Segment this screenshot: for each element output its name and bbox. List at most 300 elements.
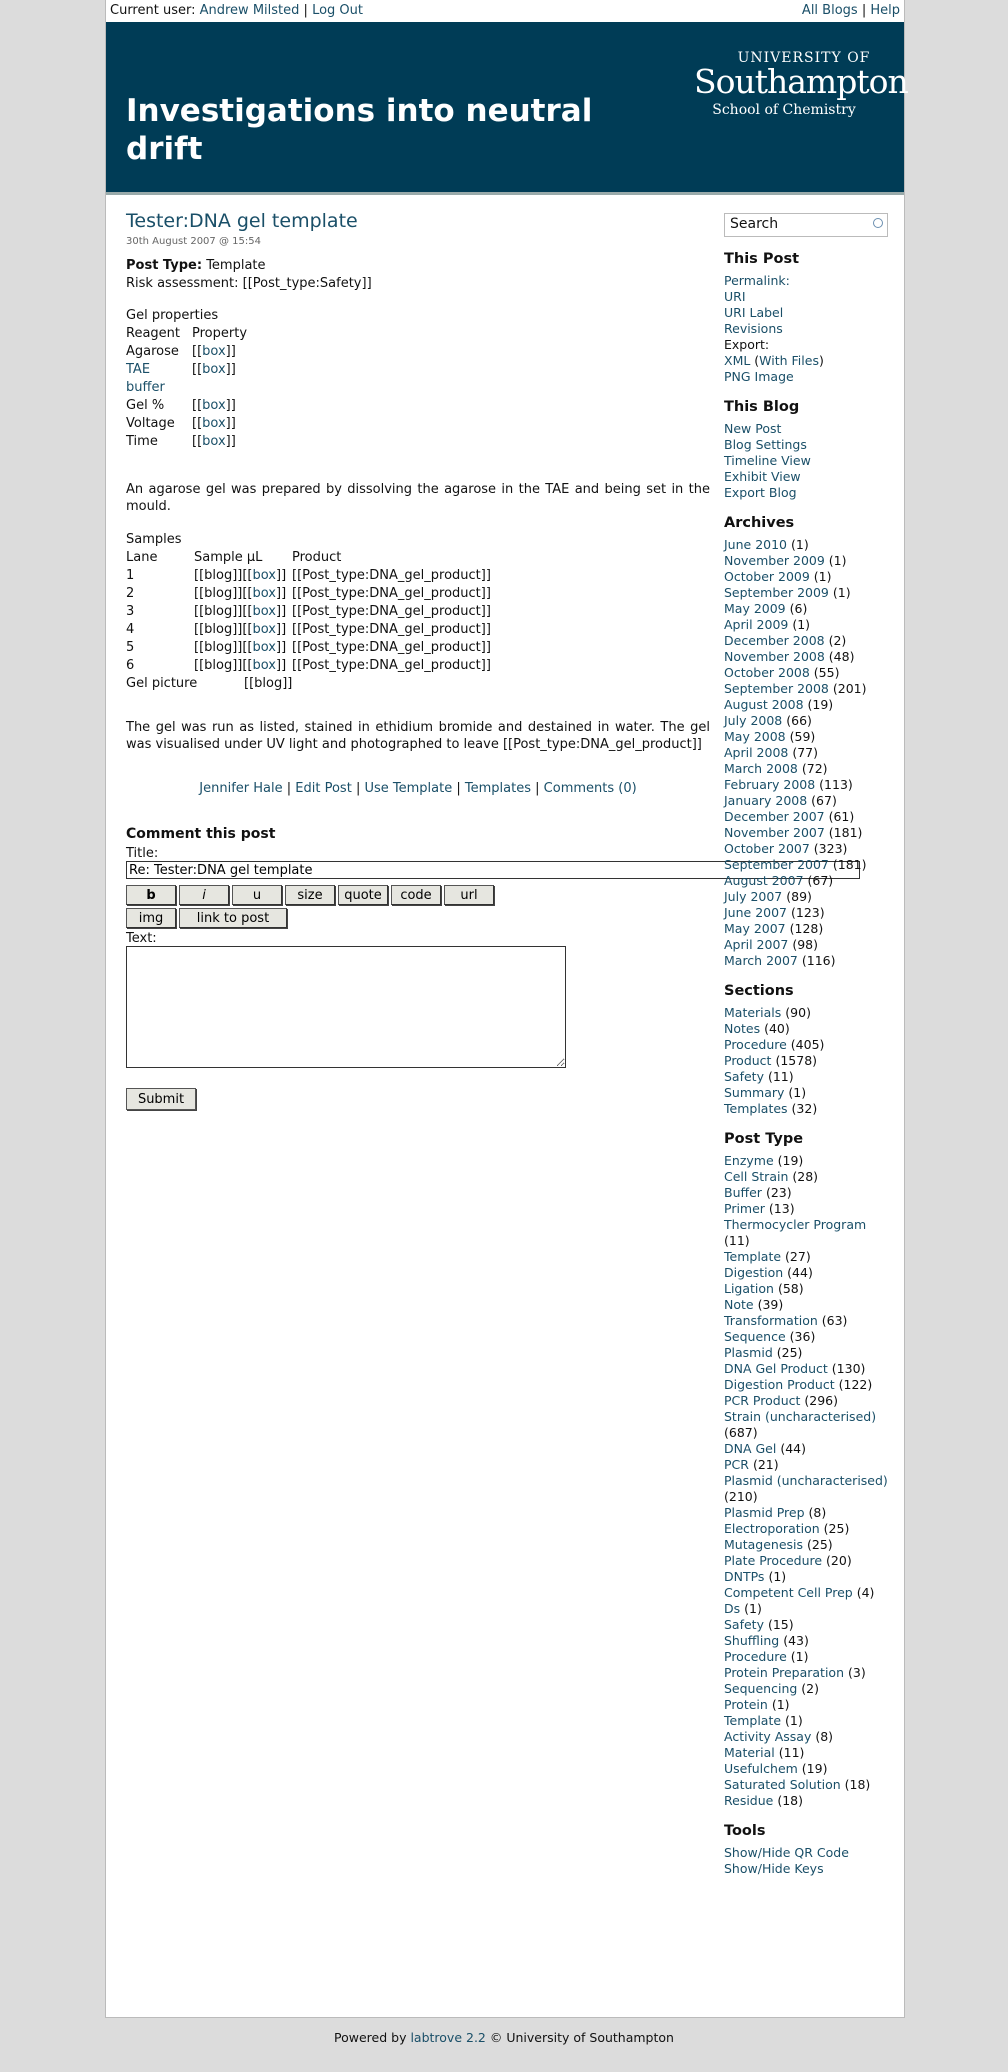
post-type-link[interactable]: Sequence xyxy=(724,1329,786,1344)
gel-picture-label: Gel picture xyxy=(126,676,198,691)
box-link[interactable]: box xyxy=(252,586,276,601)
samples-table xyxy=(126,549,493,675)
post-type-link[interactable]: Plasmid (uncharacterised) xyxy=(724,1473,888,1488)
archives-heading: Archives xyxy=(724,515,795,531)
sidebar-item xyxy=(724,421,890,437)
post-date: 30th August 2007 @ 15:54 xyxy=(126,236,261,247)
archive-link[interactable]: July 2007 xyxy=(724,889,783,904)
sample-text: ]] xyxy=(276,640,287,655)
lane-cell: 5 xyxy=(126,640,135,655)
post-type-link[interactable]: Usefulchem xyxy=(724,1761,798,1776)
archive-link[interactable]: September 2007 xyxy=(724,857,829,872)
post-type-link[interactable]: Digestion xyxy=(724,1265,784,1280)
column-header: Property xyxy=(192,326,248,341)
format-button-u[interactable]: u xyxy=(232,885,282,905)
sidebar xyxy=(724,213,890,1877)
post-type-link[interactable]: Strain (uncharacterised) xyxy=(724,1409,877,1424)
item-count: (6) xyxy=(789,601,808,616)
post-type-link[interactable]: Electroporation xyxy=(724,1521,820,1536)
post-type-link[interactable]: Transformation xyxy=(724,1313,818,1328)
with-files-link[interactable]: With Files xyxy=(759,353,819,368)
item-count: (1578) xyxy=(775,1053,818,1068)
item-count: (1) xyxy=(832,585,851,600)
format-button-link-to-post[interactable]: link to post xyxy=(179,908,287,928)
archive-link[interactable]: August 2007 xyxy=(724,873,804,888)
archive-link[interactable]: June 2007 xyxy=(724,905,788,920)
sidebar-item xyxy=(724,305,890,321)
post-footer-link[interactable]: Edit Post xyxy=(295,781,352,796)
logo-line-1: UNIVERSITY OF xyxy=(737,50,871,66)
sidebar-item xyxy=(724,1585,890,1601)
bracket-open: [[ xyxy=(192,434,203,449)
item-count: (89) xyxy=(786,889,812,904)
this-blog-link[interactable]: Export Blog xyxy=(724,485,797,500)
search-placeholder: Search xyxy=(730,216,779,232)
post-type-link[interactable]: DNA Gel Product xyxy=(724,1361,828,1376)
archive-link[interactable]: November 2009 xyxy=(724,553,825,568)
sidebar-item xyxy=(724,729,890,745)
product-cell: [[Post_type:DNA_gel_product]] xyxy=(292,622,491,637)
archive-link[interactable]: August 2008 xyxy=(724,697,804,712)
item-count: (67) xyxy=(807,873,834,888)
sidebar-item xyxy=(724,321,890,337)
sidebar-item xyxy=(724,1521,890,1537)
item-count: (21) xyxy=(752,1457,779,1472)
page xyxy=(105,0,908,2018)
post-type-link[interactable]: Sequencing xyxy=(724,1681,798,1696)
post-type-heading: Post Type xyxy=(724,1131,804,1147)
archive-link[interactable]: December 2008 xyxy=(724,633,825,648)
post-type-link[interactable]: Residue xyxy=(724,1793,774,1808)
item-count: (40) xyxy=(764,1021,790,1036)
sample-cell xyxy=(194,585,292,603)
item-count: (296) xyxy=(804,1393,838,1408)
sidebar-item xyxy=(724,1665,890,1681)
format-button-code[interactable]: code xyxy=(391,885,441,905)
bracket-open: [[ xyxy=(192,344,203,359)
item-count: (323) xyxy=(813,841,848,856)
bracket-open: [[ xyxy=(192,398,203,413)
xml-link[interactable]: XML xyxy=(724,353,751,368)
format-button-size[interactable]: size xyxy=(285,885,335,905)
item-count: (55) xyxy=(813,665,840,680)
box-link[interactable]: box xyxy=(252,604,276,619)
post-type-link[interactable]: DNTPs xyxy=(724,1569,765,1584)
risk-assessment: Risk assessment: [[Post_type:Safety]] xyxy=(126,276,372,291)
archive-link[interactable]: March 2007 xyxy=(724,953,798,968)
sidebar-item xyxy=(724,1441,890,1457)
post-type-link[interactable]: Template xyxy=(724,1713,782,1728)
sidebar-item xyxy=(724,761,890,777)
item-count: (122) xyxy=(838,1377,873,1392)
item-count: (13) xyxy=(768,1201,795,1216)
text-label: Text: xyxy=(126,931,157,946)
item-count: (98) xyxy=(792,937,819,952)
powered-by-footer xyxy=(0,2030,1008,2045)
post-type-link[interactable]: Competent Cell Prep xyxy=(724,1585,853,1600)
gel-picture-value: [[blog]] xyxy=(244,676,293,691)
sections-heading: Sections xyxy=(724,983,794,999)
submit-button[interactable]: Submit xyxy=(126,1088,196,1110)
item-count: (1) xyxy=(771,1697,790,1712)
gel-picture-row xyxy=(126,675,710,693)
item-count: (63) xyxy=(821,1313,848,1328)
section-link[interactable]: Summary xyxy=(724,1085,785,1100)
sidebar-item xyxy=(724,1393,890,1409)
reagent-cell xyxy=(126,343,192,361)
reagent-name: Time xyxy=(126,434,158,449)
post-type-link[interactable]: Enzyme xyxy=(724,1153,774,1168)
reagent-name[interactable]: TAE buffer xyxy=(126,362,165,395)
top-bar xyxy=(106,0,904,22)
box-link[interactable]: box xyxy=(252,640,276,655)
column-header: Lane xyxy=(126,550,158,565)
item-count: (48) xyxy=(828,649,855,664)
item-count: (27) xyxy=(785,1249,811,1264)
this-blog-link[interactable]: New Post xyxy=(724,421,782,436)
table-header-row xyxy=(126,549,493,567)
post-type-link[interactable]: DNA Gel xyxy=(724,1441,777,1456)
post-footer-link[interactable]: Comments (0) xyxy=(543,781,637,796)
post-type-link[interactable]: Ligation xyxy=(724,1281,774,1296)
box-link[interactable]: box xyxy=(202,398,226,413)
section-link[interactable]: Safety xyxy=(724,1069,764,1084)
sample-text: [[blog]][[ xyxy=(194,658,253,673)
separator: | xyxy=(456,781,461,796)
lane-cell: 4 xyxy=(126,622,135,637)
title-label: Title: xyxy=(126,846,159,861)
item-count: (19) xyxy=(777,1153,804,1168)
archive-link[interactable]: July 2008 xyxy=(724,713,783,728)
this-blog-link[interactable]: Timeline View xyxy=(724,453,811,468)
property-cell xyxy=(192,397,249,415)
column-header: Reagent xyxy=(126,326,180,341)
post-type-link[interactable]: Plasmid Prep xyxy=(724,1505,805,1520)
sidebar-item xyxy=(724,649,890,665)
sidebar-item xyxy=(724,553,890,569)
post-type-link[interactable]: Safety xyxy=(724,1617,764,1632)
tools-link[interactable]: Show/Hide QR Code xyxy=(724,1845,849,1860)
box-link[interactable]: box xyxy=(252,658,276,673)
comment-heading: Comment this post xyxy=(126,826,276,842)
sidebar-item xyxy=(724,841,890,857)
table-row xyxy=(126,397,249,415)
item-count: (18) xyxy=(777,1793,804,1808)
user-name-link[interactable]: Andrew Milsted xyxy=(199,3,300,18)
archive-link[interactable]: April 2009 xyxy=(724,617,789,632)
property-cell xyxy=(192,433,249,451)
archive-link[interactable]: October 2007 xyxy=(724,841,810,856)
gel-properties-heading: Gel properties xyxy=(126,308,219,323)
post-type-link[interactable]: Saturated Solution xyxy=(724,1777,841,1792)
format-button-url[interactable]: url xyxy=(444,885,494,905)
logout-link[interactable]: Log Out xyxy=(312,3,363,18)
sidebar-item xyxy=(724,289,890,305)
sidebar-item xyxy=(724,1505,890,1521)
sidebar-item xyxy=(724,1345,890,1361)
archive-link[interactable]: June 2010 xyxy=(724,537,788,552)
separator: | xyxy=(861,3,867,18)
help-link[interactable]: Help xyxy=(870,3,900,18)
archive-link[interactable]: November 2008 xyxy=(724,649,825,664)
item-count: (25) xyxy=(807,1537,833,1552)
item-count: (123) xyxy=(791,905,825,920)
search-input[interactable] xyxy=(724,213,888,237)
header-banner xyxy=(106,22,908,192)
archive-link[interactable]: May 2008 xyxy=(724,729,786,744)
sidebar-item xyxy=(724,1457,890,1473)
item-count: (44) xyxy=(780,1441,807,1456)
sample-text: [[blog]][[ xyxy=(194,622,253,637)
this-post-link[interactable]: Revisions xyxy=(724,321,783,336)
item-count: (181) xyxy=(828,825,863,840)
sidebar-item xyxy=(724,1761,890,1777)
box-link[interactable]: box xyxy=(202,362,226,377)
sidebar-item xyxy=(724,777,890,793)
sidebar-item xyxy=(724,1745,890,1761)
format-button-quote[interactable]: quote xyxy=(338,885,388,905)
post-type-link[interactable]: Ds xyxy=(724,1601,741,1616)
samples-heading: Samples xyxy=(126,532,182,547)
this-blog-link[interactable]: Blog Settings xyxy=(724,437,807,452)
bracket-close: ]] xyxy=(225,398,236,413)
table-row xyxy=(126,621,493,639)
archive-link[interactable]: December 2007 xyxy=(724,809,825,824)
product-cell: [[Post_type:DNA_gel_product]] xyxy=(292,640,491,655)
post-content xyxy=(126,210,710,1110)
item-count: (1) xyxy=(813,569,832,584)
sidebar-item xyxy=(724,1053,890,1069)
post-type-link[interactable]: Plasmid xyxy=(724,1345,773,1360)
archive-link[interactable]: January 2008 xyxy=(724,793,808,808)
section-link[interactable]: Notes xyxy=(724,1021,761,1036)
reagent-cell xyxy=(126,361,192,397)
post-type-link[interactable]: Cell Strain xyxy=(724,1169,789,1184)
bracket-close: ]] xyxy=(225,344,236,359)
sample-text: [[blog]][[ xyxy=(194,640,253,655)
sidebar-item xyxy=(724,601,890,617)
product-cell: [[Post_type:DNA_gel_product]] xyxy=(292,586,491,601)
procedure-paragraph: An agarose gel was prepared by dissolving the agarose in the TAE and being set in the mould. xyxy=(126,482,710,514)
post-type-link[interactable]: PCR xyxy=(724,1457,749,1472)
item-count: (19) xyxy=(807,697,834,712)
post-type-link[interactable]: Buffer xyxy=(724,1185,762,1200)
post-footer-links xyxy=(126,781,710,796)
table-row xyxy=(126,567,493,585)
post-type-link[interactable]: Note xyxy=(724,1297,754,1312)
table-row xyxy=(126,415,249,433)
item-count: (1) xyxy=(768,1569,787,1584)
this-post-link[interactable]: Permalink: xyxy=(724,273,790,288)
item-count: (1) xyxy=(788,1085,807,1100)
table-header-row xyxy=(126,325,249,343)
sidebar-item xyxy=(724,1249,890,1265)
sidebar-item xyxy=(724,1409,890,1441)
table-row xyxy=(126,657,493,675)
all-blogs-link[interactable]: All Blogs xyxy=(801,3,858,18)
post-type-link[interactable]: Digestion Product xyxy=(724,1377,835,1392)
item-count: (1) xyxy=(790,1649,809,1664)
archive-link[interactable]: September 2009 xyxy=(724,585,829,600)
sidebar-item xyxy=(724,1037,890,1053)
archive-link[interactable]: February 2008 xyxy=(724,777,816,792)
post-type-link[interactable]: Activity Assay xyxy=(724,1729,812,1744)
format-button-b[interactable]: b xyxy=(126,885,176,905)
sample-text: ]] xyxy=(276,658,287,673)
sidebar-item xyxy=(724,273,890,289)
post-footer-link[interactable]: Use Template xyxy=(364,781,453,796)
item-count: (11) xyxy=(778,1745,805,1760)
archive-link[interactable]: May 2007 xyxy=(724,921,786,936)
item-count: (201) xyxy=(832,681,867,696)
box-link[interactable]: box xyxy=(202,416,226,431)
section-link[interactable]: Product xyxy=(724,1053,772,1068)
png-image-link[interactable]: PNG Image xyxy=(724,369,794,384)
sidebar-item xyxy=(724,1185,890,1201)
archive-link[interactable]: October 2009 xyxy=(724,569,810,584)
post-type-link[interactable]: Material xyxy=(724,1745,775,1760)
item-count: (113) xyxy=(819,777,853,792)
box-link[interactable]: box xyxy=(252,568,276,583)
sidebar-item xyxy=(724,1473,890,1505)
item-count: (39) xyxy=(757,1297,784,1312)
powered-by-label: Powered by xyxy=(334,2030,407,2045)
item-count: (116) xyxy=(801,953,836,968)
comment-form xyxy=(126,826,710,1110)
archive-link[interactable]: April 2008 xyxy=(724,745,789,760)
item-count: (11) xyxy=(724,1233,750,1248)
comment-text-input[interactable] xyxy=(126,946,566,1068)
this-blog-link[interactable]: Exhibit View xyxy=(724,469,801,484)
sidebar-item xyxy=(724,1201,890,1217)
sidebar-item xyxy=(724,665,890,681)
product-cell: [[Post_type:DNA_gel_product]] xyxy=(292,604,491,619)
box-link[interactable]: box xyxy=(202,434,226,449)
sidebar-item xyxy=(724,1553,890,1569)
sidebar-item xyxy=(724,1101,890,1117)
item-count: (58) xyxy=(777,1281,804,1296)
format-button-img[interactable]: img xyxy=(126,908,176,928)
item-count: (61) xyxy=(828,809,855,824)
item-count: (8) xyxy=(815,1729,834,1744)
logo-line-3: School of Chemistry xyxy=(712,102,856,118)
item-count: (36) xyxy=(789,1329,816,1344)
sidebar-item xyxy=(724,793,890,809)
item-count: (59) xyxy=(789,729,816,744)
sample-text: [[blog]][[ xyxy=(194,586,253,601)
this-post-link[interactable]: URI xyxy=(724,289,746,304)
sidebar-item xyxy=(724,809,890,825)
sidebar-item xyxy=(724,937,890,953)
item-count: (210) xyxy=(724,1489,758,1504)
archive-link[interactable]: May 2009 xyxy=(724,601,786,616)
export-label: Export: xyxy=(724,337,770,352)
sidebar-item xyxy=(724,1361,890,1377)
sidebar-item xyxy=(724,1153,890,1169)
post-footer-link[interactable]: Templates xyxy=(464,781,531,796)
item-count: (18) xyxy=(844,1777,871,1792)
section-link[interactable]: Procedure xyxy=(724,1037,787,1052)
box-link[interactable]: box xyxy=(202,344,226,359)
sidebar-item xyxy=(724,713,890,729)
box-link[interactable]: box xyxy=(252,622,276,637)
post-type-link[interactable]: Protein Preparation xyxy=(724,1665,845,1680)
post-type-link[interactable]: Template xyxy=(724,1249,782,1264)
item-count: (8) xyxy=(808,1505,827,1520)
lane-cell: 6 xyxy=(126,658,135,673)
sidebar-item xyxy=(724,1169,890,1185)
product-cell: [[Post_type:DNA_gel_product]] xyxy=(292,568,491,583)
search-icon[interactable] xyxy=(873,218,883,228)
sidebar-item xyxy=(724,585,890,601)
table-row xyxy=(126,639,493,657)
post-type-link[interactable]: Thermocycler Program xyxy=(724,1217,867,1232)
result-paragraph: The gel was run as listed, stained in ethidium bromide and destained in water. The gel was visualised under UV light and photographed to leave [[Post_type:DNA_gel_product]] xyxy=(126,720,710,752)
section-link[interactable]: Materials xyxy=(724,1005,782,1020)
this-post-heading: This Post xyxy=(724,251,800,267)
reagent-cell xyxy=(126,433,192,451)
post-type-link[interactable]: Mutagenesis xyxy=(724,1537,804,1552)
post-type-link[interactable]: PCR Product xyxy=(724,1393,801,1408)
post-footer-link[interactable]: Jennifer Hale xyxy=(199,781,283,796)
archive-link[interactable]: March 2008 xyxy=(724,761,798,776)
item-count: (2) xyxy=(828,633,847,648)
post-title[interactable]: Tester:DNA gel template xyxy=(126,210,358,232)
separator: | xyxy=(535,781,540,796)
sidebar-item xyxy=(724,1729,890,1745)
item-count: (1) xyxy=(792,617,811,632)
format-button-i[interactable]: i xyxy=(179,885,229,905)
post-type-link[interactable]: Plate Procedure xyxy=(724,1553,823,1568)
archive-link[interactable]: April 2007 xyxy=(724,937,789,952)
sidebar-item xyxy=(724,1329,890,1345)
reagent-cell xyxy=(126,415,192,433)
lane-cell: 1 xyxy=(126,568,135,583)
labtrove-link[interactable]: labtrove 2.2 xyxy=(410,2030,486,2045)
post-type-link[interactable]: Procedure xyxy=(724,1649,787,1664)
this-post-link[interactable]: URI Label xyxy=(724,305,784,320)
post-type-line xyxy=(126,257,710,275)
sidebar-item xyxy=(724,1845,890,1861)
sidebar-item xyxy=(724,1617,890,1633)
section-link[interactable]: Templates xyxy=(724,1101,788,1116)
item-count: (23) xyxy=(765,1185,792,1200)
separator: | xyxy=(303,3,308,18)
sidebar-item xyxy=(724,825,890,841)
archive-link[interactable]: November 2007 xyxy=(724,825,825,840)
sample-cell xyxy=(194,621,292,639)
archive-link[interactable]: October 2008 xyxy=(724,665,810,680)
sidebar-item xyxy=(724,873,890,889)
item-count: (25) xyxy=(823,1521,850,1536)
bracket-close: ]] xyxy=(225,434,236,449)
tools-link[interactable]: Show/Hide Keys xyxy=(724,1861,824,1876)
sidebar-item xyxy=(724,1633,890,1649)
post-type-link[interactable]: Primer xyxy=(724,1201,765,1216)
sample-cell xyxy=(194,657,292,675)
sidebar-item xyxy=(724,1085,890,1101)
sidebar-item xyxy=(724,697,890,713)
item-count: (11) xyxy=(767,1069,794,1084)
archive-link[interactable]: September 2008 xyxy=(724,681,829,696)
post-type-link[interactable]: Protein xyxy=(724,1697,768,1712)
post-type-link[interactable]: Shuffling xyxy=(724,1633,780,1648)
sidebar-item xyxy=(724,469,890,485)
sidebar-item xyxy=(724,1021,890,1037)
tools-heading: Tools xyxy=(724,1823,766,1839)
item-count: (43) xyxy=(783,1633,809,1648)
post-type-label: Post Type: xyxy=(126,258,203,273)
